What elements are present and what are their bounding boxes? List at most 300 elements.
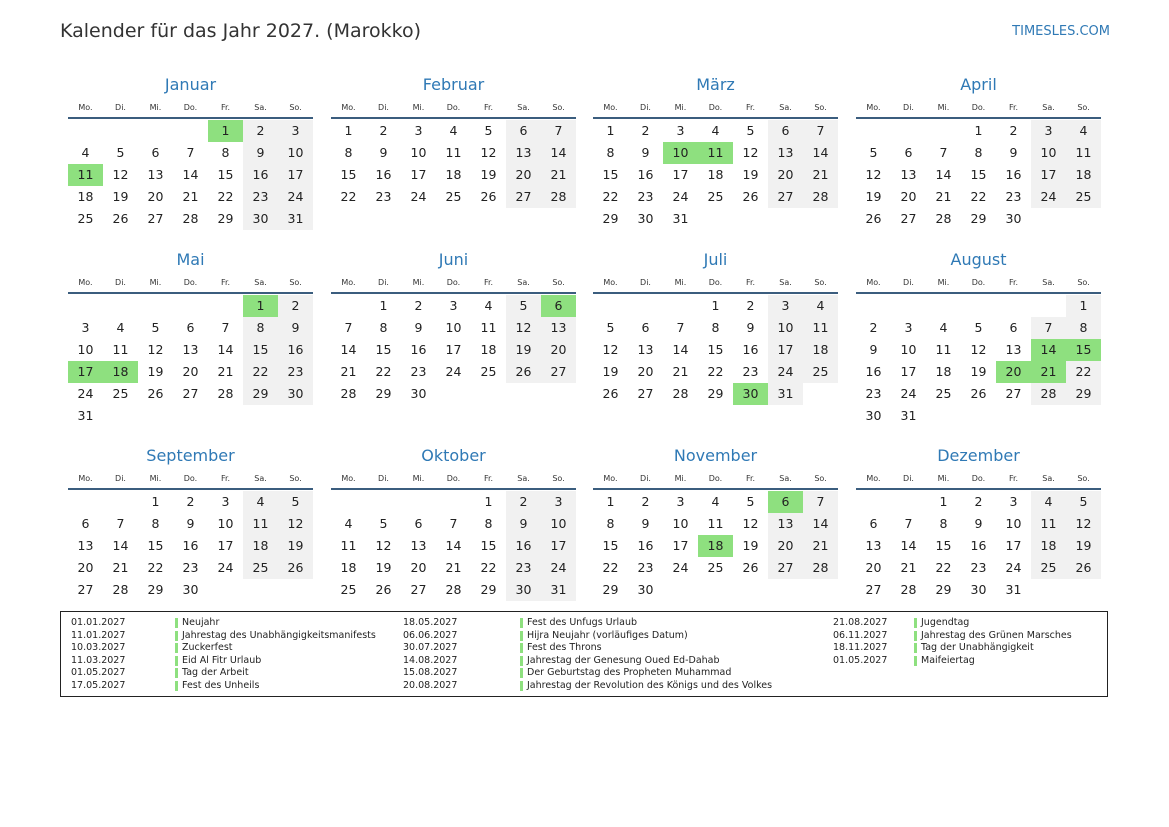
- day-cell: 14: [445, 538, 462, 553]
- day-cell: 21: [217, 364, 234, 379]
- day-cell: 14: [112, 538, 129, 553]
- weekday-label: Fr.: [483, 103, 494, 112]
- holiday-day-cell: 18: [698, 535, 733, 557]
- day-cell: 27: [506, 186, 541, 208]
- day-grid: [331, 120, 576, 208]
- weekday-header: [856, 470, 1101, 488]
- day-cell: 18: [707, 167, 724, 182]
- header-divider: [593, 117, 838, 119]
- day-cell: 30: [182, 582, 199, 597]
- empty-cell: [996, 295, 1031, 317]
- weekday-label: Do.: [971, 474, 986, 483]
- day-cell: 3: [414, 123, 423, 138]
- holiday-color-marker: [520, 656, 523, 666]
- weekday-label: Mi.: [937, 278, 950, 287]
- weekday-label: Di.: [378, 474, 389, 483]
- month-juli: [593, 247, 838, 405]
- day-cell: 26: [742, 189, 759, 204]
- day-cell: 8: [939, 516, 948, 531]
- day-cell: 2: [243, 120, 278, 142]
- day-cell: 28: [445, 582, 462, 597]
- day-cell: 24: [768, 361, 803, 383]
- weekday-label: Sa.: [779, 103, 792, 112]
- empty-cell: [173, 295, 208, 317]
- day-cell: 14: [182, 167, 199, 182]
- holiday-legend: [60, 611, 1108, 697]
- day-cell: 20: [506, 164, 541, 186]
- day-cell: 28: [217, 386, 234, 401]
- weekday-label: Fr.: [483, 278, 494, 287]
- weekday-label: Mi.: [412, 103, 425, 112]
- empty-cell: [961, 295, 996, 317]
- day-cell: 3: [676, 123, 685, 138]
- day-cell: 31: [768, 383, 803, 405]
- weekday-label: So.: [1077, 103, 1090, 112]
- holiday-day-cell: 11: [68, 164, 103, 186]
- day-cell: 29: [243, 383, 278, 405]
- empty-cell: [628, 295, 663, 317]
- day-cell: 27: [182, 386, 199, 401]
- day-cell: 2: [278, 295, 313, 317]
- day-cell: 18: [445, 167, 462, 182]
- day-cell: 16: [742, 342, 759, 357]
- day-cell: 16: [970, 538, 987, 553]
- day-cell: 30: [865, 408, 882, 423]
- day-cell: 15: [602, 538, 619, 553]
- day-cell: 22: [602, 560, 619, 575]
- day-cell: 24: [410, 189, 427, 204]
- day-cell: 22: [935, 560, 952, 575]
- day-cell: 30: [970, 582, 987, 597]
- day-cell: 8: [606, 145, 615, 160]
- legend-date: 18.05.2027: [403, 617, 458, 628]
- day-cell: 11: [112, 342, 129, 357]
- day-cell: 4: [484, 298, 493, 313]
- month-name: April: [960, 75, 997, 94]
- empty-cell: [891, 295, 926, 317]
- month-dezember: [856, 443, 1101, 601]
- day-cell: 18: [243, 535, 278, 557]
- day-cell: 10: [217, 516, 234, 531]
- day-cell: 23: [410, 364, 427, 379]
- weekday-label: Do.: [446, 103, 461, 112]
- day-cell: 29: [707, 386, 724, 401]
- day-cell: 28: [935, 211, 952, 226]
- day-cell: 15: [602, 167, 619, 182]
- day-cell: 19: [1066, 535, 1101, 557]
- day-cell: 2: [414, 298, 423, 313]
- legend-holiday-name: Jahrestag der Genesung Oued Ed-Dahab: [527, 654, 720, 666]
- day-cell: 13: [541, 317, 576, 339]
- day-cell: 7: [803, 491, 838, 513]
- holiday-day-cell: 20: [996, 361, 1031, 383]
- holiday-color-marker: [175, 643, 178, 653]
- day-cell: 16: [410, 342, 427, 357]
- day-cell: 18: [480, 342, 497, 357]
- day-cell: 6: [641, 320, 650, 335]
- day-cell: 13: [900, 167, 917, 182]
- day-cell: 30: [637, 582, 654, 597]
- weekday-label: Di.: [903, 103, 914, 112]
- empty-cell: [926, 120, 961, 142]
- holiday-day-cell: 6: [768, 491, 803, 513]
- day-cell: 1: [379, 298, 388, 313]
- day-cell: 22: [375, 364, 392, 379]
- day-cell: 23: [375, 189, 392, 204]
- legend-date: 20.08.2027: [403, 679, 458, 691]
- weekday-label: Mo.: [78, 278, 93, 287]
- day-cell: 24: [672, 189, 689, 204]
- day-cell: 25: [707, 560, 724, 575]
- day-cell: 4: [116, 320, 125, 335]
- legend-date: 11.03.2027: [71, 654, 126, 666]
- holiday-day-cell: 15: [1066, 339, 1101, 361]
- header-divider: [68, 488, 313, 490]
- weekday-label: Di.: [378, 103, 389, 112]
- month-april: [856, 72, 1101, 230]
- weekday-label: Fr.: [220, 474, 231, 483]
- day-cell: 2: [974, 494, 983, 509]
- legend-date: 21.08.2027: [833, 617, 888, 628]
- holiday-color-marker: [520, 618, 523, 628]
- day-cell: 2: [641, 123, 650, 138]
- empty-cell: [401, 491, 436, 513]
- day-cell: 17: [1005, 538, 1022, 553]
- month-name: Juni: [438, 250, 469, 269]
- day-cell: 5: [746, 123, 755, 138]
- weekday-label: Di.: [903, 474, 914, 483]
- empty-cell: [138, 295, 173, 317]
- legend-holiday-name: Eid Al Fitr Urlaub: [182, 654, 262, 666]
- day-cell: 3: [676, 494, 685, 509]
- header-divider: [331, 488, 576, 490]
- day-cell: 1: [606, 494, 615, 509]
- day-cell: 29: [935, 582, 952, 597]
- weekday-label: Sa.: [254, 278, 267, 287]
- weekday-label: Sa.: [517, 103, 530, 112]
- day-cell: 7: [541, 120, 576, 142]
- day-cell: 21: [900, 560, 917, 575]
- day-cell: 30: [1005, 211, 1022, 226]
- header-divider: [593, 488, 838, 490]
- day-grid: [856, 120, 1101, 230]
- empty-cell: [103, 491, 138, 513]
- day-cell: 25: [340, 582, 357, 597]
- day-cell: 13: [865, 538, 882, 553]
- day-cell: 16: [637, 167, 654, 182]
- day-cell: 23: [637, 560, 654, 575]
- day-cell: 17: [672, 538, 689, 553]
- day-cell: 12: [480, 145, 497, 160]
- day-cell: 19: [375, 560, 392, 575]
- day-cell: 19: [865, 189, 882, 204]
- empty-cell: [856, 295, 891, 317]
- day-grid: [593, 120, 838, 230]
- day-cell: 22: [217, 189, 234, 204]
- legend-holiday-name: Tag der Unabhängigkeit: [921, 642, 1034, 653]
- weekday-label: Mi.: [937, 474, 950, 483]
- day-cell: 11: [445, 145, 462, 160]
- empty-cell: [103, 295, 138, 317]
- day-cell: 13: [182, 342, 199, 357]
- day-cell: 28: [340, 386, 357, 401]
- day-cell: 2: [1009, 123, 1018, 138]
- day-cell: 20: [410, 560, 427, 575]
- weekday-header: [331, 470, 576, 488]
- day-cell: 5: [974, 320, 983, 335]
- day-cell: 23: [243, 186, 278, 208]
- day-cell: 5: [506, 295, 541, 317]
- day-cell: 4: [803, 295, 838, 317]
- day-cell: 31: [1005, 582, 1022, 597]
- empty-cell: [856, 491, 891, 513]
- weekday-label: Mi.: [674, 278, 687, 287]
- day-cell: 23: [637, 189, 654, 204]
- day-cell: 14: [803, 513, 838, 535]
- legend-holiday-name: Hijra Neujahr (vorläufiges Datum): [527, 629, 688, 641]
- legend-date: 06.06.2027: [403, 629, 458, 641]
- day-cell: 26: [506, 361, 541, 383]
- day-cell: 3: [541, 491, 576, 513]
- header-divider: [68, 292, 313, 294]
- day-cell: 24: [445, 364, 462, 379]
- day-cell: 16: [243, 164, 278, 186]
- header-divider: [856, 292, 1101, 294]
- day-cell: 8: [484, 516, 493, 531]
- day-cell: 24: [278, 186, 313, 208]
- weekday-label: Di.: [115, 103, 126, 112]
- day-grid: [593, 491, 838, 601]
- day-cell: 9: [243, 142, 278, 164]
- day-cell: 10: [900, 342, 917, 357]
- legend-holiday-name: Zuckerfest: [182, 642, 233, 653]
- weekday-label: So.: [814, 278, 827, 287]
- day-cell: 1: [974, 123, 983, 138]
- day-cell: 3: [1031, 120, 1066, 142]
- day-cell: 9: [1009, 145, 1018, 160]
- day-cell: 6: [768, 120, 803, 142]
- weekday-label: Fr.: [745, 278, 756, 287]
- day-cell: 24: [217, 560, 234, 575]
- day-cell: 26: [970, 386, 987, 401]
- day-cell: 27: [768, 186, 803, 208]
- day-cell: 19: [480, 167, 497, 182]
- month-märz: [593, 72, 838, 230]
- day-cell: 22: [340, 189, 357, 204]
- day-cell: 15: [707, 342, 724, 357]
- day-cell: 8: [606, 516, 615, 531]
- weekday-label: Sa.: [779, 474, 792, 483]
- day-cell: 13: [637, 342, 654, 357]
- day-cell: 8: [151, 516, 160, 531]
- day-cell: 10: [541, 513, 576, 535]
- day-cell: 29: [970, 211, 987, 226]
- day-cell: 8: [974, 145, 983, 160]
- weekday-label: Sa.: [1042, 278, 1055, 287]
- day-cell: 25: [112, 386, 129, 401]
- day-grid: [856, 295, 1101, 427]
- weekday-label: Mi.: [674, 474, 687, 483]
- weekday-label: Di.: [115, 474, 126, 483]
- day-cell: 13: [77, 538, 94, 553]
- day-cell: 3: [1009, 494, 1018, 509]
- day-cell: 27: [768, 557, 803, 579]
- day-cell: 28: [182, 211, 199, 226]
- day-cell: 21: [803, 535, 838, 557]
- day-cell: 11: [803, 317, 838, 339]
- day-cell: 8: [1066, 317, 1101, 339]
- day-cell: 9: [414, 320, 423, 335]
- day-cell: 13: [506, 142, 541, 164]
- weekday-label: Mi.: [937, 103, 950, 112]
- legend-holiday-name: Jahrestag der Revolution des Königs und des Volkes: [527, 679, 773, 691]
- legend-date: 11.01.2027: [71, 629, 126, 641]
- day-cell: 14: [541, 142, 576, 164]
- empty-cell: [331, 295, 366, 317]
- day-cell: 18: [340, 560, 357, 575]
- day-cell: 16: [637, 538, 654, 553]
- day-cell: 19: [112, 189, 129, 204]
- month-name: Dezember: [937, 446, 1020, 465]
- day-cell: 16: [865, 364, 882, 379]
- day-cell: 19: [278, 535, 313, 557]
- day-cell: 1: [484, 494, 493, 509]
- day-cell: 22: [970, 189, 987, 204]
- empty-cell: [208, 295, 243, 317]
- day-cell: 13: [768, 513, 803, 535]
- day-cell: 10: [1005, 516, 1022, 531]
- day-cell: 4: [344, 516, 353, 531]
- day-cell: 10: [77, 342, 94, 357]
- day-cell: 17: [410, 167, 427, 182]
- day-cell: 4: [939, 320, 948, 335]
- weekday-label: Fr.: [1008, 103, 1019, 112]
- day-cell: 29: [1066, 383, 1101, 405]
- day-grid: [331, 491, 576, 601]
- empty-cell: [891, 491, 926, 513]
- weekday-label: Di.: [115, 278, 126, 287]
- page-title: Kalender für das Jahr 2027. (Marokko): [60, 20, 422, 42]
- day-cell: 15: [970, 167, 987, 182]
- holiday-color-marker: [175, 656, 178, 666]
- day-cell: 20: [900, 189, 917, 204]
- day-cell: 22: [707, 364, 724, 379]
- day-cell: 25: [480, 364, 497, 379]
- day-cell: 2: [641, 494, 650, 509]
- weekday-label: Fr.: [1008, 474, 1019, 483]
- month-name: September: [146, 446, 235, 465]
- day-cell: 30: [506, 579, 541, 601]
- weekday-label: Fr.: [1008, 278, 1019, 287]
- holiday-color-marker: [520, 668, 523, 678]
- header-divider: [856, 488, 1101, 490]
- day-cell: 14: [340, 342, 357, 357]
- day-cell: 4: [1066, 120, 1101, 142]
- weekday-label: Mo.: [866, 278, 881, 287]
- legend-date: 10.03.2027: [71, 642, 126, 653]
- holiday-day-cell: 14: [1031, 339, 1066, 361]
- month-januar: [68, 72, 313, 230]
- day-cell: 23: [182, 560, 199, 575]
- day-cell: 11: [707, 516, 724, 531]
- weekday-header: [593, 274, 838, 292]
- day-cell: 26: [375, 582, 392, 597]
- day-cell: 9: [278, 317, 313, 339]
- day-cell: 15: [935, 538, 952, 553]
- weekday-label: Fr.: [745, 474, 756, 483]
- month-name: Mai: [176, 250, 205, 269]
- day-cell: 5: [869, 145, 878, 160]
- day-cell: 2: [506, 491, 541, 513]
- holiday-color-marker: [175, 668, 178, 678]
- day-cell: 28: [900, 582, 917, 597]
- day-cell: 7: [116, 516, 125, 531]
- day-cell: 8: [221, 145, 230, 160]
- holiday-color-marker: [175, 681, 178, 691]
- month-name: Februar: [422, 75, 485, 94]
- legend-date: 01.05.2027: [71, 667, 126, 678]
- day-cell: 25: [445, 189, 462, 204]
- day-cell: 20: [147, 189, 164, 204]
- empty-cell: [663, 295, 698, 317]
- day-cell: 21: [672, 364, 689, 379]
- site-link[interactable]: TIMESLES.COM: [1012, 24, 1110, 39]
- day-cell: 13: [410, 538, 427, 553]
- holiday-day-cell: 17: [68, 361, 103, 383]
- day-cell: 10: [445, 320, 462, 335]
- weekday-label: So.: [552, 103, 565, 112]
- header-divider: [856, 117, 1101, 119]
- holiday-color-marker: [175, 631, 178, 641]
- day-cell: 27: [410, 582, 427, 597]
- day-cell: 9: [506, 513, 541, 535]
- legend-date: 17.05.2027: [71, 679, 126, 691]
- day-cell: 8: [344, 145, 353, 160]
- day-cell: 21: [935, 189, 952, 204]
- day-cell: 30: [243, 208, 278, 230]
- day-cell: 1: [939, 494, 948, 509]
- day-cell: 10: [768, 317, 803, 339]
- empty-cell: [138, 120, 173, 142]
- day-cell: 20: [541, 339, 576, 361]
- day-cell: 4: [449, 123, 458, 138]
- holiday-day-cell: 6: [541, 295, 576, 317]
- holiday-color-marker: [175, 618, 178, 628]
- holiday-color-marker: [520, 681, 523, 691]
- weekday-label: Fr.: [483, 474, 494, 483]
- legend-holiday-name: Tag der Arbeit: [182, 667, 249, 678]
- day-cell: 27: [147, 211, 164, 226]
- day-cell: 3: [81, 320, 90, 335]
- empty-cell: [68, 491, 103, 513]
- day-cell: 4: [243, 491, 278, 513]
- day-cell: 21: [803, 164, 838, 186]
- day-cell: 9: [641, 145, 650, 160]
- day-cell: 16: [506, 535, 541, 557]
- day-cell: 25: [1066, 186, 1101, 208]
- day-cell: 17: [768, 339, 803, 361]
- legend-holiday-name: Neujahr: [182, 617, 220, 628]
- legend-holiday-name: Fest des Throns: [527, 642, 602, 653]
- day-cell: 3: [904, 320, 913, 335]
- day-cell: 26: [865, 211, 882, 226]
- header-divider: [331, 117, 576, 119]
- month-mai: [68, 247, 313, 427]
- weekday-label: Mo.: [78, 103, 93, 112]
- day-cell: 20: [77, 560, 94, 575]
- day-cell: 28: [1031, 383, 1066, 405]
- empty-cell: [926, 295, 961, 317]
